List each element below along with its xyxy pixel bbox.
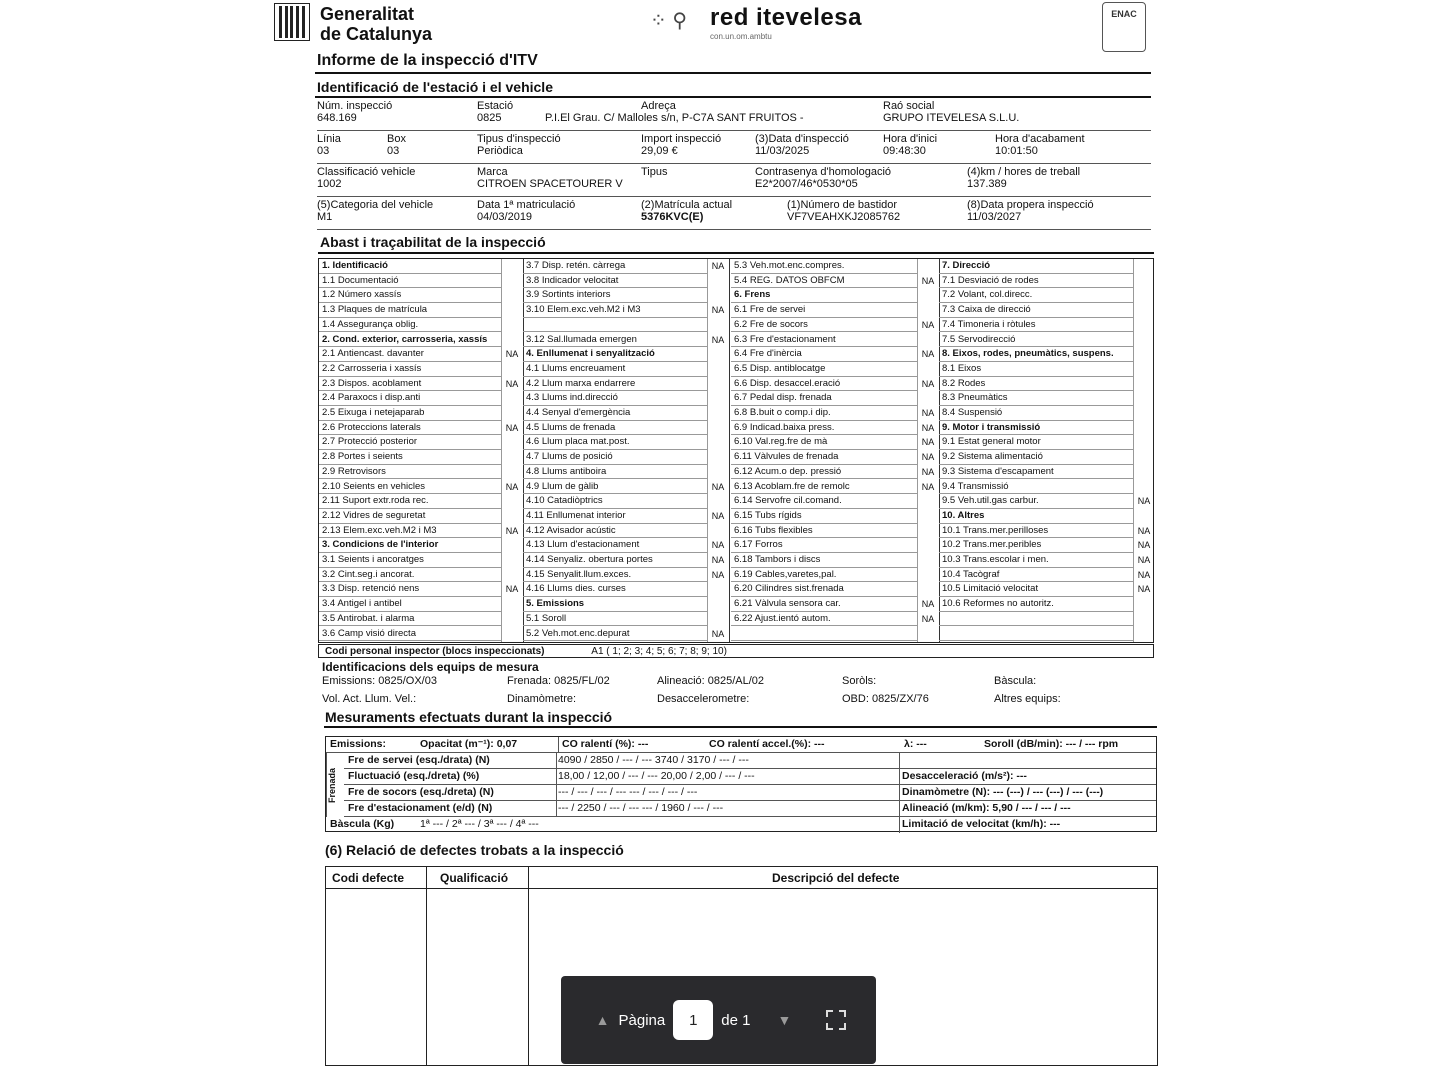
scope-na-mark xyxy=(707,524,729,539)
scope-na-mark xyxy=(917,582,939,597)
measurements-table xyxy=(325,736,1157,832)
scope-na-mark xyxy=(501,318,523,333)
eq-alineacio: Alineació: 0825/AL/02 xyxy=(657,675,765,687)
scope-na-mark xyxy=(1133,362,1155,377)
scope-item: 6.17 Forros xyxy=(731,538,917,553)
scope-item: 8. Eixos, rodes, pneumàtics, suspens. xyxy=(939,347,1133,362)
scope-na-mark xyxy=(501,509,523,524)
scope-na-mark xyxy=(501,274,523,289)
itevelesa-name: red itevelesa xyxy=(710,4,862,31)
scope-item: 7. Direcció xyxy=(939,259,1133,274)
generalitat-logo-icon xyxy=(274,3,310,41)
scope-item: 10.4 Tacògraf xyxy=(939,568,1133,583)
scope-item: 10.2 Trans.mer.peribles xyxy=(939,538,1133,553)
page-label: Pàgina xyxy=(618,1011,666,1029)
scope-na-mark: NA xyxy=(1137,525,1151,536)
scope-item: 6.2 Fre de socors xyxy=(731,318,917,333)
scope-na-mark xyxy=(1133,612,1155,627)
ident-row: Núm. inspecció 648.169 Estació 0825 Adreça P.I.El Grau. C/ Malloles s/n, P-C7A SANT FRUITOS - Raó social GRUPO ITEVELESA S.L.U. xyxy=(317,98,1151,131)
scope-item: 9.2 Sistema alimentació xyxy=(939,450,1133,465)
scope-item: 2.11 Suport extr.roda rec. xyxy=(319,494,501,509)
m-emissions-label: Emissions: xyxy=(330,738,387,750)
scope-item: 1.1 Documentació xyxy=(319,274,501,289)
scope-na-mark xyxy=(1133,421,1155,436)
scope-item: 7.2 Volant, col.direcc. xyxy=(939,288,1133,303)
scope-na-mark xyxy=(1133,450,1155,465)
scope-na-mark: NA xyxy=(921,466,935,477)
scope-na-mark xyxy=(1133,435,1155,450)
scope-na-mark: NA xyxy=(921,319,935,330)
gen-line1: Generalitat xyxy=(320,4,415,24)
scope-item: 2.6 Proteccions laterals xyxy=(319,421,501,436)
scope-na-mark xyxy=(917,303,939,318)
scope-na-mark xyxy=(707,391,729,406)
codi-value: A1 ( 1; 2; 3; 4; 5; 6; 7; 8; 9; 10) xyxy=(591,646,727,657)
scope-item: 3.4 Antigel i antibel xyxy=(319,597,501,612)
scope-item: 4.4 Senyal d'emergència xyxy=(523,406,707,421)
scope-na-mark xyxy=(917,524,939,539)
scope-item: 5.3 Veh.mot.enc.compres. xyxy=(731,259,917,274)
scope-item: 1. Identificació xyxy=(319,259,501,274)
scope-item: 4.1 Llums encreuament xyxy=(523,362,707,377)
scope-na-mark xyxy=(917,391,939,406)
scope-na-mark xyxy=(501,568,523,583)
scope-item: 4.8 Llums antiboira xyxy=(523,465,707,480)
m-fre-servei-value: 4090 / 2850 / --- / --- 3740 / 3170 / --- / --- xyxy=(558,754,749,766)
scope-na-mark xyxy=(707,318,729,333)
scope-item: 3.12 Sal.llumada emergen xyxy=(523,333,707,348)
scope-item: 10.5 Limitació velocitat xyxy=(939,582,1133,597)
scope-na-mark: NA xyxy=(711,628,725,639)
scope-na-mark xyxy=(501,333,523,348)
mesur-section-title: Mesuraments efectuats durant la inspecció xyxy=(325,709,613,725)
scope-na-mark xyxy=(707,288,729,303)
scope-item: 8.3 Pneumàtics xyxy=(939,391,1133,406)
scope-item: 9.3 Sistema d'escapament xyxy=(939,465,1133,480)
scope-item: 2.13 Elem.exc.veh.M2 i M3 xyxy=(319,524,501,539)
eq-altres: Altres equips: xyxy=(994,693,1061,705)
scope-na-mark xyxy=(707,347,729,362)
scope-item: 2.5 Eixuga i netejaparab xyxy=(319,406,501,421)
scope-item: 10. Altres xyxy=(939,509,1133,524)
itevelesa-logo xyxy=(650,2,890,42)
m-alineacio: Alineació (m/km): 5,90 / --- / --- / --- xyxy=(902,802,1071,814)
scope-item: 6.14 Servofre cil.comand. xyxy=(731,494,917,509)
scope-na-mark xyxy=(707,406,729,421)
scope-item: 6.13 Acoblam.fre de remolc xyxy=(731,480,917,495)
scope-item: 8.2 Rodes xyxy=(939,377,1133,392)
itevelesa-tagline: con.un.om.ambtu xyxy=(710,32,772,41)
scope-na-mark: NA xyxy=(711,334,725,345)
inspection-report-page xyxy=(270,0,1170,1080)
scope-na-mark: NA xyxy=(921,408,935,418)
scope-na-mark xyxy=(1133,318,1155,333)
codi-label: Codi personal inspector (blocs inspeccionats) xyxy=(325,646,545,657)
m-co-accel: CO ralentí accel.(%): --- xyxy=(709,738,825,750)
scope-na-mark xyxy=(917,627,939,642)
scope-item: 9.1 Estat general motor xyxy=(939,435,1133,450)
scope-item: 5.2 Veh.mot.enc.depurat xyxy=(523,627,707,642)
scope-item: 6.7 Pedal disp. frenada xyxy=(731,391,917,406)
scope-na-mark: NA xyxy=(505,349,519,360)
def-col-codi: Codi defecte xyxy=(332,871,405,885)
scope-item: 4.10 Catadiòptrics xyxy=(523,494,707,509)
enac-seal-icon: ENAC xyxy=(1102,2,1146,52)
scope-na-mark xyxy=(707,582,729,597)
m-co-ralenti: CO ralentí (%): --- xyxy=(562,738,649,750)
scope-item: 6.1 Fre de servei xyxy=(731,303,917,318)
scope-na-mark: NA xyxy=(921,349,935,360)
fullscreen-icon[interactable] xyxy=(824,1008,848,1032)
ident-section-title: Identificació de l'estació i el vehicle xyxy=(317,79,553,95)
ident-row: Classificació vehicle 1002 Marca CITROEN SPACETOURER V Tipus Contrasenya d'homologació E2*2007/46*0530*05 (4)km / hores de treball 137.389 xyxy=(317,164,1151,197)
scope-item: 3.3 Disp. retenció nens xyxy=(319,582,501,597)
next-page-button[interactable]: ▼ xyxy=(777,1012,792,1028)
scope-na-mark: NA xyxy=(921,481,935,492)
eq-desaccel: Desaccelerometre: xyxy=(657,693,750,705)
scope-item: 4.3 Llums ind.direcció xyxy=(523,391,707,406)
eq-vol: Vol. Act. Llum. Vel.: xyxy=(322,693,417,705)
defects-section-title: (6) Relació de defectes trobats a la inspecció xyxy=(325,842,624,858)
scope-na-mark: NA xyxy=(1137,584,1151,595)
ident-row: Línia 03 Box 03 Tipus d'inspecció Periòdica Import inspecció 29,09 € (3)Data d'inspecció 11/03/2025 Hora d'inici 09:48:30 Hora d'acabament 10:01:50 xyxy=(317,131,1151,164)
scope-item: 10.1 Trans.mer.perilloses xyxy=(939,524,1133,539)
m-fluct-label: Fluctuació (esq./dreta) (%) xyxy=(348,770,480,782)
m-opacitat: Opacitat (m⁻¹): 0,07 xyxy=(420,738,518,750)
scope-item: 6.6 Disp. desaccel.eració xyxy=(731,377,917,392)
scope-na-mark: NA xyxy=(505,584,519,595)
scope-na-mark xyxy=(501,494,523,509)
scope-na-mark xyxy=(1133,259,1155,274)
inspector-code-row xyxy=(318,644,1154,658)
scope-na-mark xyxy=(501,538,523,553)
inspection-scope-grid xyxy=(318,258,1154,643)
scope-na-mark xyxy=(1133,303,1155,318)
page-number-input[interactable]: 1 xyxy=(673,1000,713,1040)
scope-item: 6.8 B.buit o comp.i dip. xyxy=(731,406,917,421)
scope-na-mark: NA xyxy=(1137,569,1151,580)
scope-item: 5.1 Soroll xyxy=(523,612,707,627)
scope-na-mark xyxy=(1133,391,1155,406)
scope-na-mark xyxy=(1133,627,1155,642)
scope-item: 1.2 Número xassís xyxy=(319,288,501,303)
scope-na-mark xyxy=(917,362,939,377)
scope-na-mark xyxy=(1133,288,1155,303)
scope-na-mark xyxy=(707,450,729,465)
scope-na-mark xyxy=(501,597,523,612)
scope-item: 2.1 Antiencast. davanter xyxy=(319,347,501,362)
page-total: de 1 xyxy=(721,1011,751,1029)
scope-item: 7.5 Servodirecció xyxy=(939,333,1133,348)
m-socors-value: --- / --- / --- / --- --- / --- / --- / --- xyxy=(558,786,698,798)
scope-na-mark xyxy=(917,494,939,509)
m-dinamometre: Dinamòmetre (N): --- (---) / --- (---) / --- (---) xyxy=(902,786,1104,798)
scope-item: 3.7 Disp. retén. càrrega xyxy=(523,259,707,274)
scope-item: 3.8 Indicador velocitat xyxy=(523,274,707,289)
eq-frenada: Frenada: 0825/FL/02 xyxy=(507,675,610,687)
scope-item: 2.9 Retrovisors xyxy=(319,465,501,480)
scope-na-mark xyxy=(1133,347,1155,362)
scope-item: 3.2 Cint.seg.i ancorat. xyxy=(319,568,501,583)
scope-na-mark: NA xyxy=(711,569,725,580)
scope-item: 2.7 Protecció posterior xyxy=(319,435,501,450)
scope-item: 6.10 Val.reg.fre de mà xyxy=(731,435,917,450)
abast-rule xyxy=(318,252,1154,254)
scope-item: 2.2 Carrosseria i xassís xyxy=(319,362,501,377)
scope-na-mark: NA xyxy=(711,305,725,316)
m-estac-value: --- / 2250 / --- / --- --- / 1960 / --- / --- xyxy=(558,802,724,814)
scope-na-mark xyxy=(707,274,729,289)
scope-item: 3.6 Camp visió directa xyxy=(319,627,501,642)
scope-na-mark: NA xyxy=(921,599,935,610)
scope-item: 6. Frens xyxy=(731,288,917,303)
scope-item: 7.3 Caixa de direcció xyxy=(939,303,1133,318)
scope-item: 6.9 Indicad.baixa press. xyxy=(731,421,917,436)
scope-na-mark xyxy=(917,553,939,568)
previous-page-button[interactable]: ▲ xyxy=(595,1012,610,1028)
eq-bascula: Bàscula: xyxy=(994,675,1037,687)
scope-item: 3.10 Elem.exc.veh.M2 i M3 xyxy=(523,303,707,318)
scope-item: 3. Condicions de l'interior xyxy=(319,538,501,553)
m-bascula-value: 1ª --- / 2ª --- / 3ª --- / 4ª --- xyxy=(420,818,539,830)
scope-na-mark xyxy=(501,612,523,627)
scope-item: 4.9 Llum de gàlib xyxy=(523,480,707,495)
scope-item: 4. Enllumenat i senyalització xyxy=(523,347,707,362)
scope-na-mark xyxy=(1133,333,1155,348)
scope-na-mark xyxy=(1133,480,1155,495)
scope-na-mark xyxy=(501,362,523,377)
scope-na-mark xyxy=(1133,274,1155,289)
scope-item: 2.12 Vidres de seguretat xyxy=(319,509,501,524)
scope-na-mark xyxy=(1133,509,1155,524)
scope-item: 4.16 Llums dies. curses xyxy=(523,582,707,597)
scope-item: 4.14 Senyaliz. obertura portes xyxy=(523,553,707,568)
scope-na-mark xyxy=(917,288,939,303)
m-bascula-label: Bàscula (Kg) xyxy=(330,818,395,830)
eq-emissions: Emissions: 0825/OX/03 xyxy=(322,675,437,687)
scope-item: 4.11 Enllumenat interior xyxy=(523,509,707,524)
m-limitacio: Limitació de velocitat (km/h): --- xyxy=(902,818,1061,830)
scope-na-mark xyxy=(501,391,523,406)
m-lambda: λ: --- xyxy=(904,738,927,750)
scope-na-mark xyxy=(707,435,729,450)
scope-item: 6.20 Cilindres sist.frenada xyxy=(731,582,917,597)
scope-item: 6.12 Acum.o dep. pressió xyxy=(731,465,917,480)
scope-item: 6.3 Fre d'estacionament xyxy=(731,333,917,348)
ident-row: (5)Categoria del vehicle M1 Data 1ª matriculació 04/03/2019 (2)Matrícula actual 5376KVC(E) (1)Número de bastidor VF7VEAHXKJ2085762 (8)Data propera inspecció 11/03/2027 xyxy=(317,197,1151,230)
scope-na-mark xyxy=(501,288,523,303)
scope-item: 9.5 Veh.util.gas carbur. xyxy=(939,494,1133,509)
scope-na-mark xyxy=(707,612,729,627)
scope-item: 4.7 Llums de posició xyxy=(523,450,707,465)
scope-item: 9. Motor i transmissió xyxy=(939,421,1133,436)
scope-na-mark xyxy=(501,465,523,480)
scope-na-mark xyxy=(1133,465,1155,480)
title-rule xyxy=(315,72,1151,74)
scope-na-mark: NA xyxy=(505,525,519,536)
scope-item xyxy=(523,318,707,333)
scope-item: 6.16 Tubs flexibles xyxy=(731,524,917,539)
scope-na-mark xyxy=(917,568,939,583)
scope-item: 3.1 Seients i ancoratges xyxy=(319,553,501,568)
scope-item: 4.15 Senyalit.llum.exces. xyxy=(523,568,707,583)
scope-na-mark: NA xyxy=(711,261,725,271)
m-soroll: Soroll (dB/min): --- / --- rpm xyxy=(984,738,1119,750)
scope-item: 1.3 Plaques de matrícula xyxy=(319,303,501,318)
scope-item: 4.2 Llum marxa endarrere xyxy=(523,377,707,392)
scope-na-mark xyxy=(707,597,729,612)
scope-item: 6.21 Vàlvula sensora car. xyxy=(731,597,917,612)
pdf-page-toolbar xyxy=(561,976,876,1064)
ident-table xyxy=(317,98,1151,230)
scope-item: 4.12 Avisador acústic xyxy=(523,524,707,539)
eq-soroll: Soròls: xyxy=(842,675,877,687)
abast-section-title: Abast i traçabilitat de la inspecció xyxy=(320,234,546,250)
scope-item: 6.4 Fre d'inèrcia xyxy=(731,347,917,362)
scope-item: 2.3 Dispos. acoblament xyxy=(319,377,501,392)
scope-item: 3.9 Sortints interiors xyxy=(523,288,707,303)
scope-item: 6.18 Tambors i discs xyxy=(731,553,917,568)
scope-item xyxy=(731,627,917,642)
equips-title: Identificacions dels equips de mesura xyxy=(322,660,539,674)
scope-na-mark xyxy=(707,377,729,392)
scope-item: 6.11 Vàlvules de frenada xyxy=(731,450,917,465)
scope-na-mark xyxy=(707,494,729,509)
scope-item: 2.8 Portes i seients xyxy=(319,450,501,465)
scope-item: 7.4 Timoneria i ròtules xyxy=(939,318,1133,333)
scope-na-mark xyxy=(917,333,939,348)
scope-item: 6.22 Ajust.ientó autom. xyxy=(731,612,917,627)
scope-item: 6.15 Tubs rígids xyxy=(731,509,917,524)
itv-logo-icon: ⁘ ⚲ xyxy=(650,10,687,32)
def-col-qualificacio: Qualificació xyxy=(440,871,509,885)
scope-item: 5.4 REG. DATOS OBFCM xyxy=(731,274,917,289)
scope-na-mark: NA xyxy=(1137,540,1151,551)
scope-na-mark: NA xyxy=(711,540,725,551)
def-col-descripcio: Descripció del defecte xyxy=(772,871,900,885)
scope-na-mark: NA xyxy=(711,510,725,521)
scope-na-mark xyxy=(501,406,523,421)
scope-na-mark: NA xyxy=(921,452,935,463)
scope-na-mark xyxy=(501,553,523,568)
scope-item: 4.5 Llums de frenada xyxy=(523,421,707,436)
report-title: Informe de la inspecció d'ITV xyxy=(317,52,538,69)
m-fluct-value: 18,00 / 12,00 / --- / --- 20,00 / 2,00 / --- / --- xyxy=(558,770,755,782)
scope-item: 9.4 Transmissió xyxy=(939,480,1133,495)
scope-item xyxy=(939,627,1133,642)
scope-item: 2. Cond. exterior, carrosseria, xassís xyxy=(319,333,501,348)
scope-item: 8.1 Eixos xyxy=(939,362,1133,377)
scope-item: 4.13 Llum d'estacionament xyxy=(523,538,707,553)
scope-item: 5. Emissions xyxy=(523,597,707,612)
scope-na-mark xyxy=(501,627,523,642)
scope-na-mark: NA xyxy=(711,481,725,492)
scope-item xyxy=(939,612,1133,627)
gen-line2: de Catalunya xyxy=(320,24,433,44)
scope-na-mark xyxy=(917,538,939,553)
scope-na-mark: NA xyxy=(1137,496,1151,507)
m-estac-label: Fre d'estacionament (e/d) (N) xyxy=(348,802,493,814)
mesur-rule xyxy=(324,726,1157,728)
m-fre-servei-label: Fre de servei (esq./drata) (N) xyxy=(348,754,490,766)
eq-dinamometre: Dinamòmetre: xyxy=(507,693,577,705)
scope-na-mark xyxy=(501,435,523,450)
eq-obd: OBD: 0825/ZX/76 xyxy=(842,693,929,705)
scope-na-mark xyxy=(1133,406,1155,421)
scope-na-mark xyxy=(501,303,523,318)
generalitat-name xyxy=(320,4,432,44)
scope-na-mark: NA xyxy=(921,275,935,286)
scope-na-mark xyxy=(917,509,939,524)
scope-na-mark: NA xyxy=(921,613,935,624)
scope-item: 2.4 Paraxocs i disp.anti xyxy=(319,391,501,406)
scope-na-mark: NA xyxy=(1137,555,1151,565)
scope-na-mark xyxy=(1133,377,1155,392)
scope-na-mark xyxy=(917,259,939,274)
scope-item: 4.6 Llum placa mat.post. xyxy=(523,435,707,450)
scope-item: 1.4 Assegurança oblig. xyxy=(319,318,501,333)
scope-item: 3.5 Antirobat. i alarma xyxy=(319,612,501,627)
equipment-section xyxy=(322,660,1152,711)
scope-na-mark: NA xyxy=(505,422,519,433)
scope-na-mark: NA xyxy=(711,555,725,565)
scope-na-mark xyxy=(707,362,729,377)
scope-item: 2.10 Seients en vehicles xyxy=(319,480,501,495)
scope-na-mark xyxy=(707,421,729,436)
scope-item: 6.19 Cables,varetes,pal. xyxy=(731,568,917,583)
scope-na-mark: NA xyxy=(921,422,935,433)
scope-na-mark xyxy=(501,450,523,465)
m-frenada-label: Frenada xyxy=(326,753,344,817)
scope-item: 10.3 Trans.escolar i men. xyxy=(939,553,1133,568)
scope-na-mark xyxy=(1133,597,1155,612)
scope-item: 8.4 Suspensió xyxy=(939,406,1133,421)
scope-item: 6.5 Disp. antiblocatge xyxy=(731,362,917,377)
scope-na-mark: NA xyxy=(505,378,519,389)
scope-na-mark: NA xyxy=(921,437,935,448)
scope-item: 7.1 Desviació de rodes xyxy=(939,274,1133,289)
m-desaccel: Desacceleració (m/s²): --- xyxy=(902,770,1027,782)
scope-na-mark: NA xyxy=(505,481,519,492)
scope-item: 10.6 Reformes no autoritz. xyxy=(939,597,1133,612)
m-socors-label: Fre de socors (esq./dreta) (N) xyxy=(348,786,494,798)
scope-na-mark xyxy=(707,465,729,480)
scope-na-mark: NA xyxy=(921,378,935,389)
scope-na-mark xyxy=(501,259,523,274)
